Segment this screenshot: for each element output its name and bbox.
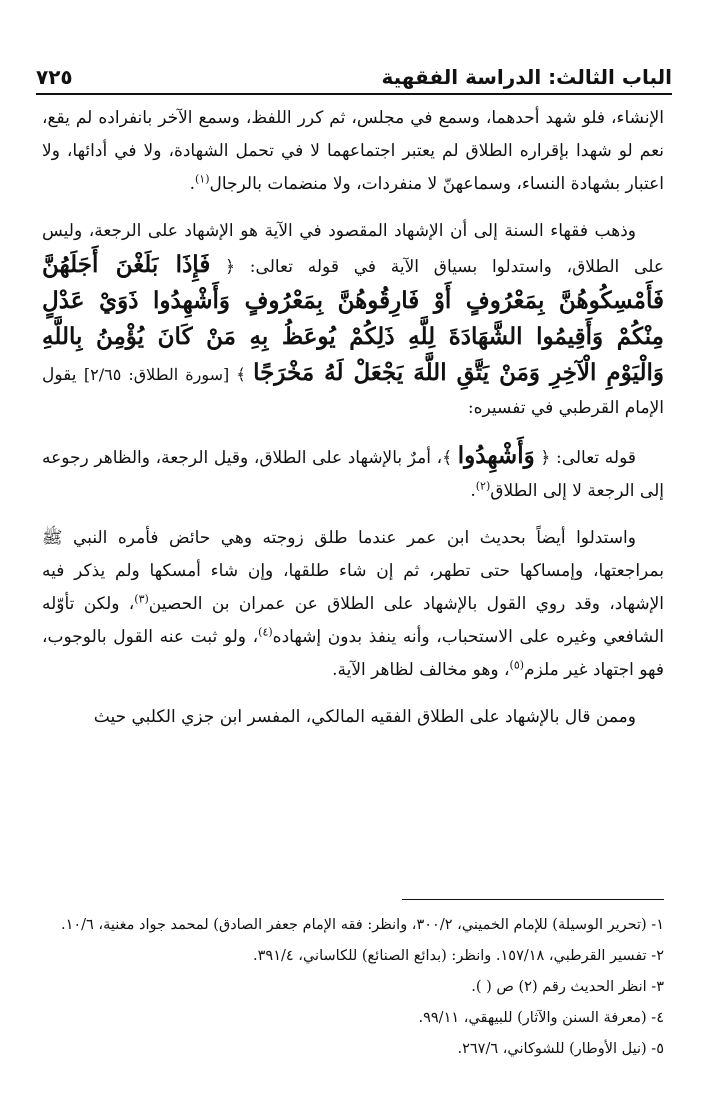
footnotes: [44, 910, 664, 1065]
quran-verse: فَإِذَا بَلَغْنَ أَجَلَهُنَّ فَأَمْسِكُوهُنَّ بِمَعْرُوفٍ أَوْ فَارِقُوهُنَّ بِمَعْرُوفٍ وَأَشْهِدُوا ذَوَيْ عَدْلٍ مِنْكُمْ وَأَقِيمُوا الشَّهَادَةَ لِلَّهِ ذَلِكُمْ يُوعَظُ بِهِ مَنْ كَانَ يُؤْمِنُ بِاللَّهِ وَالْيَوْمِ الْآخِرِ وَمَنْ يَتَّقِ اللَّهَ يَجْعَلْ لَهُ مَخْرَجًا: [42, 251, 664, 386]
footnote-5: ٥- (نيل الأوطار) للشوكاني، ٢٦٧/٦.: [457, 1041, 664, 1057]
paragraph-text: قوله تعالى: ﴿: [540, 448, 637, 468]
footnote-ref-2[interactable]: (٢): [475, 479, 491, 493]
paragraph-text: ، ولكن تأوّله الشافعي وغيره على الاستحباب، وأنه ينفذ بدون إشهاده: [42, 594, 664, 647]
footnote-2: ٢- تفسير القرطبي، ١٥٧/١٨. وانظر: (بدائع الصنائع) للكاساني، ٣٩١/٤.: [253, 948, 664, 964]
period: .: [189, 174, 195, 194]
paragraph-text: وممن قال بالإشهاد على الطلاق الفقيه المالكي، المفسر ابن جزي الكلبي حيث: [93, 707, 636, 727]
paragraph-text: واستدلوا أيضاً بحديث ابن عمر عندما طلق زوجته وهي حائض فأمره النبي ﷺ بمراجعتها، وإمساكها حتى تطهر، ثم إن شاء طلقها، وإن شاء أمسكها ولم يذكر فيه الإشهاد، وقد روي القول بالإشهاد على الطلاق عن عمران بن الحصين: [42, 528, 664, 614]
footnote-3: ٣- انظر الحديث رقم (٢) ص ( ).: [471, 979, 664, 995]
page-number: ٧٢٥: [36, 65, 73, 89]
paragraph-text: يقول الإمام القرطبي في تفسيره:: [42, 365, 664, 418]
period: .: [470, 481, 476, 501]
footnote-4: ٤- (معرفة السنن والآثار) للبيهقي، ٩٩/١١.: [418, 1010, 664, 1026]
main-text: [42, 102, 664, 748]
chapter-title: الباب الثالث: الدراسة الفقهية: [381, 65, 672, 89]
paragraph-text: وذهب فقهاء السنة إلى أن الإشهاد المقصود في الآية هو الإشهاد على الرجعة، وليس على الطلاق، واستدلوا بسياق الآية في قوله تعالى: ﴿: [42, 221, 664, 277]
footnote-ref-4[interactable]: (٤): [258, 625, 273, 639]
paragraph-4: [42, 522, 664, 687]
footnote-ref-1[interactable]: (١): [195, 172, 210, 186]
paragraph-1: [42, 102, 664, 201]
paragraph-3: [42, 439, 664, 508]
footnote-ref-5[interactable]: (٥): [509, 658, 525, 672]
footnote-1: ١- (تحرير الوسيلة) للإمام الخميني، ٣٠٠/٢، وانظر: فقه الإمام جعفر الصادق) لمحمد جواد مغنية، ١٠/٦.: [60, 917, 664, 933]
paragraph-text: ﴾، أمرٌ بالإشهاد على الطلاق، وقيل الرجعة، والظاهر رجوعه إلى الرجعة لا إلى الطلاق: [42, 448, 664, 501]
surah-citation: ﴾ [سورة الطلاق: ٢/٦٥]: [83, 365, 246, 384]
paragraph-text: الإنشاء، فلو شهد أحدهما، وسمع في مجلس، ثم كرر اللفظ، وسمع الآخر بانفراده لم يقع، نعم لو شهدا بإقراره الطلاق لم يعتبر اجتماعهما لا في تحمل الشهادة، ولا في أدائها، ولا اعتبار بشهادة النساء، وسماعهنّ لا منفردات، ولا منضمات بالرجال: [42, 108, 665, 194]
running-header: [36, 62, 672, 92]
paragraph-text: ، ولو ثبت عنه القول بالوجوب، فهو اجتهاد غير ملزم: [42, 627, 664, 680]
footnote-divider: [402, 899, 664, 900]
paragraph-2: [42, 215, 664, 425]
footnote-ref-3[interactable]: (٣): [134, 592, 149, 606]
header-divider: [36, 93, 672, 95]
paragraph-5: [42, 701, 664, 734]
paragraph-text: ، وهو مخالف لظاهر الآية.: [332, 660, 510, 680]
quran-verse: وَأَشْهِدُوا: [457, 442, 535, 469]
